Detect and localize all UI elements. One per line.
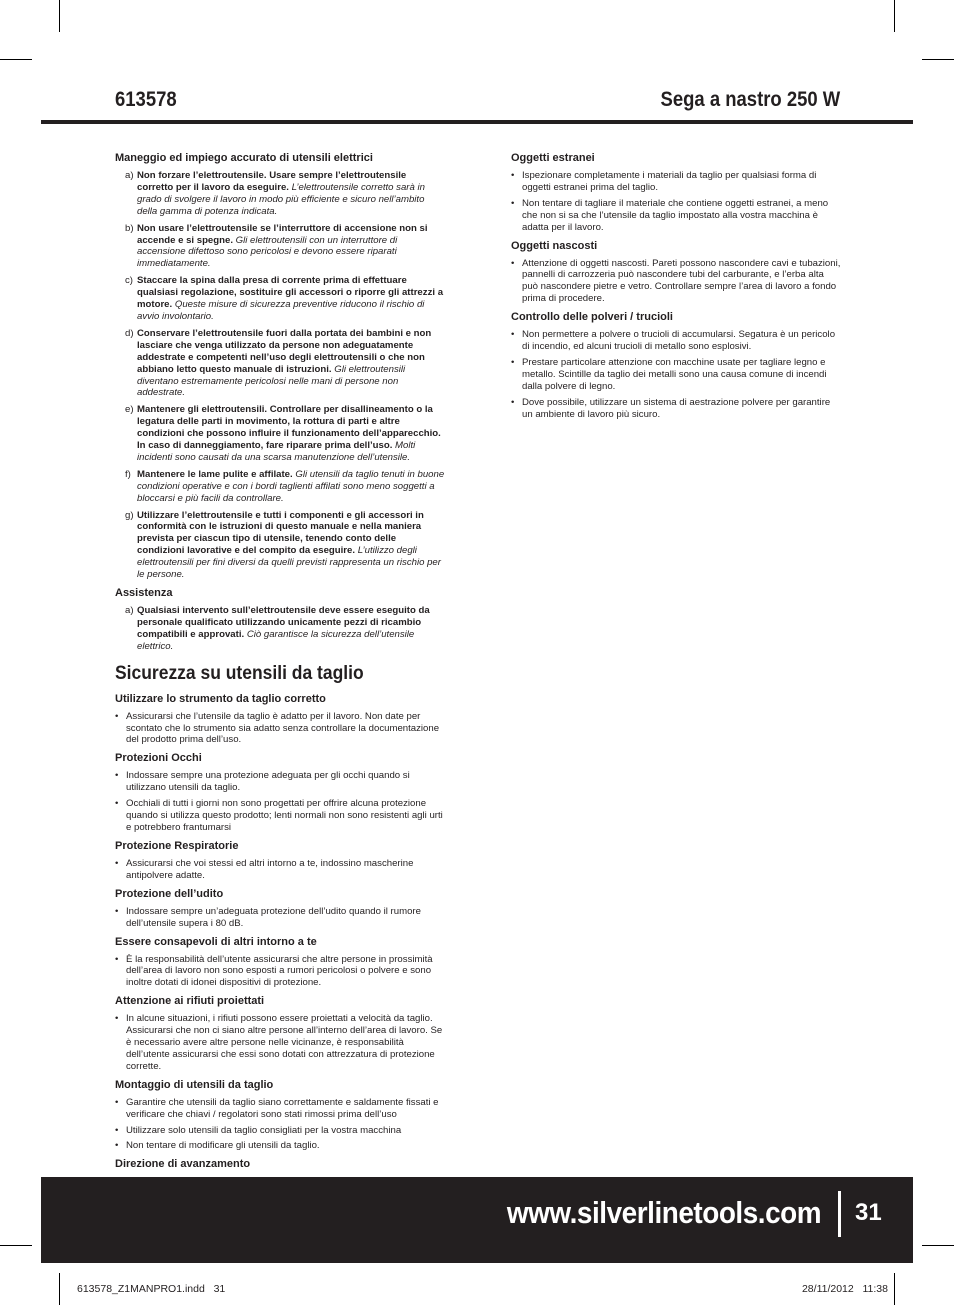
list-item [115, 605, 445, 653]
bullet-item: • Non tentare di tagliare il materiale che contiene oggetti estranei, a meno che non si sa che l’utensile da taglio impostato alla vostra macchina è adatta per il lavoro. [511, 198, 841, 234]
bullet-item: • Assicurarsi che voi stessi ed altri intorno a te, indossino mascherine antipolvere adatte. [115, 858, 445, 882]
subsection-heading: Direzione di avanzamento [115, 1158, 251, 1171]
list-item [115, 510, 445, 581]
list-item [115, 275, 445, 323]
subsection-heading: Montaggio di utensili da taglio [115, 1078, 274, 1091]
item-letter: g) [125, 509, 134, 521]
crop-mark [0, 1245, 32, 1246]
section-heading: Maneggio ed impiego accurato di utensili elettrici [115, 152, 373, 164]
item-bold-text: Staccare la spina dalla presa di corrente prima di effettuare qualsiasi regolazione, sostituire gli accessori o riporre gli attrezzi a motore. [137, 275, 444, 311]
bullet-item: • Attenzione di oggetti nascosti. Pareti possono nascondere cavi e tubazioni, pannelli di carrozzeria può nascondere tubi del carburante, e l’erba alta può nascondere pietre e vetro. Controllare sempre l’area di lavoro a fondo prima di procedere. [511, 258, 841, 306]
bullet-item: • In alcune situazioni, i rifiuti possono essere proiettati a velocità da taglio. Assicurarsi che non ci siano altre persone all’interno dell’area di lavoro. Se è necessario avere altre persone nelle vicinanze, è responsabilità dell’utente assicurarsi che essi sono dotati con attrezzatura di protezione corrette. [115, 1013, 445, 1073]
crop-mark [922, 1245, 954, 1246]
item-letter: c) [125, 275, 133, 287]
item-bold-text: Non usare l’elettroutensile se l’interruttore di accensione non si accende e si spegne. [137, 222, 428, 246]
item-bold-text: Utilizzare l’elettroutensile e tutti i componenti e gli accessori in conformità con le istruzioni di questo manuale e nella maniera prevista per ciascun tipo di utensile, tenendo conto delle condizioni lavorative e del compito da eseguire. [137, 509, 424, 557]
subsection-heading: Oggetti nascosti [511, 239, 598, 252]
bullet-item: • Prestare particolare attenzione con macchine usate per tagliare legno e metallo. Scintille da taglio dei metalli sono una causa comune di incendi dalla polvere di legno. [511, 357, 841, 393]
list-item [115, 223, 445, 271]
bullet-item: • Garantire che utensili da taglio siano correttamente e saldamente fissati e verificare che chiavi / regolatori sono stati rimossi prima dell’uso [115, 1097, 445, 1121]
bullet-item: • Dove possibile, utilizzare un sistema di aestrazione polvere per garantire un ambiente di lavoro più sicuro. [511, 397, 841, 421]
item-bold-text: Conservare l’elettroutensile fuori dalla portata dei bambini e non lasciare che venga utilizzato da persone non adeguatamente addestrate e competenti nell’uso degli elettroutensili o che non abbiano letto questo manuale di istruzioni. [137, 327, 432, 375]
item-bold-text: Mantenere gli elettroutensili. Controllare per disallineamento o la legatura delle parti in movimento, la rottura di parti e altre condizioni che possono influire il funzionamento dell’apparecchio. In caso di danneggiamento, fare riparare prima dell’uso. [137, 404, 441, 452]
item-italic-text: Molti incidenti sono causati da una scarsa manutenzione dell’utensile. [137, 440, 416, 463]
bullet-item: • Occhiali di tutti i giorni non sono progettati per offrire alcuna protezione quando si utilizza questo prodotto; lenti normali non sono resistenti agli urti e potrebbero frantumarsi [115, 798, 445, 834]
footer-band [41, 1177, 913, 1263]
item-letter: b) [125, 222, 134, 234]
right-column [511, 152, 841, 427]
bullet-item: • Indossare sempre un’adeguata protezione dell’udito quando il rumore dell’utensile supera i 80 dB. [115, 906, 445, 930]
website-url[interactable]: www.silverlinetools.com [506, 1195, 821, 1230]
subsection-heading: Controllo delle polveri / trucioli [511, 311, 673, 324]
item-italic-text: Gli utensili da taglio tenuti in buone condizioni operative e con i bordi taglienti affilati sono meno soggetti a bloccarsi e più facili da controllare. [137, 468, 445, 504]
bullet-item: • Ispezionare completamente i materiali da taglio per qualsiasi forma di oggetti estranei prima del taglio. [511, 170, 841, 194]
bullet-item: • Assicurarsi che l’utensile da taglio è adatto per il lavoro. Non date per scontato che lo strumento sia adatto senza controllare la documentazione del prodotto prima dell’uso. [115, 711, 445, 747]
bullet-item: • Utilizzare solo utensili da taglio consigliati per la vostra macchina [115, 1125, 445, 1137]
bullet-list [511, 258, 841, 306]
bullet-item: • Non tentare di modificare gli utensili da taglio. [115, 1140, 445, 1152]
subsection-heading: Utilizzare lo strumento da taglio corretto [115, 692, 326, 705]
subsection-heading: Attenzione ai rifiuti proiettati [115, 995, 265, 1008]
print-slug-file: 613578_Z1MANPRO1.indd 31 [77, 1283, 226, 1295]
item-italic-text: Queste misure di sicurezza preventive riducono il rischio di avvio involontario. [137, 299, 425, 322]
crop-mark [894, 1273, 895, 1305]
subsection-heading: Protezione Respiratorie [115, 839, 239, 852]
list-item [115, 328, 445, 399]
left-column [115, 152, 445, 1266]
section-title: Sicurezza su utensili da taglio [115, 662, 364, 684]
item-bold-text: Qualsiasi intervento sull’elettroutensile deve essere eseguito da personale qualificato utilizzando unicamente pezzi di ricambio compatibili e approvati. [137, 605, 430, 640]
item-letter: e) [125, 404, 134, 416]
item-italic-text: L’elettroutensile corretto sarà in grado di svolgere il lavoro in modo più efficiente e sicuro nell’ambito della gamma di potenza indicata. [137, 181, 425, 217]
page-number: 31 [855, 1199, 882, 1226]
list-item [115, 469, 445, 505]
bullet-list [511, 329, 841, 420]
bullet-list [115, 1013, 445, 1073]
bullet-list [115, 1097, 445, 1153]
bullet-list [511, 170, 841, 234]
print-slug-datetime: 28/11/2012 11:38 [801, 1283, 888, 1295]
bullet-list [115, 906, 445, 930]
item-letter: d) [125, 327, 134, 339]
crop-mark [59, 0, 60, 32]
crop-mark [59, 1273, 60, 1305]
subsection-heading: Protezione dell’udito [115, 887, 224, 900]
lettered-list [115, 605, 445, 653]
bullet-list [115, 770, 445, 834]
list-item [115, 404, 445, 464]
item-letter: f) [125, 468, 131, 480]
item-italic-text: L’utilizzo degli elettroutensili per fini diversi da quelli previsti rappresenta un rischio per le persone. [137, 545, 441, 581]
subsection-heading: Essere consapevoli di altri intorno a te [115, 935, 317, 948]
item-italic-text: Gli elettroutensili con un interruttore di accensione difettoso sono pericolosi e devono essere riparati immediatamente. [137, 234, 398, 270]
item-italic-text: Gli elettroutensili diventano estremamente pericolosi nelle mani di persone non addestrate. [137, 363, 406, 399]
item-bold-text: Non forzare l’elettroutensile. Usare sempre l’elettroutensile corretto per il lavoro da eseguire. [137, 170, 407, 193]
bullet-list [115, 711, 445, 747]
section-heading: Assistenza [115, 587, 173, 599]
list-item [115, 170, 445, 218]
subsection-heading: Protezioni Occhi [115, 752, 202, 765]
header-rule [41, 120, 913, 124]
item-italic-text: Ciò garantisce la sicurezza dell’utensile elettrico. [137, 628, 415, 652]
bullet-list [115, 954, 445, 990]
footer-divider [838, 1191, 841, 1237]
item-bold-text: Mantenere le lame pulite e affilate. [137, 468, 293, 480]
crop-mark [0, 59, 32, 60]
bullet-item: • Indossare sempre una protezione adeguata per gli occhi quando si utilizzano utensili da taglio. [115, 770, 445, 794]
lettered-list [115, 170, 445, 581]
item-letter: a) [125, 605, 134, 616]
item-letter: a) [125, 170, 134, 181]
product-code: 613578 [115, 88, 177, 111]
bullet-item: • È la responsabilità dell’utente assicurarsi che altre persone in prossimità dell’area di lavoro non sono esposti a rumori pericolosi o polvere e sono inoltre dotati di idonei dispositivi di protezione. [115, 954, 445, 990]
subsection-heading: Oggetti estranei [511, 152, 595, 164]
bullet-item: • Non permettere a polvere o trucioli di accumularsi. Segatura è un pericolo di incendio, ed alcuni trucioli di metallo sono esplosivi. [511, 329, 841, 353]
crop-mark [922, 59, 954, 60]
crop-mark [894, 0, 895, 32]
bullet-list [115, 858, 445, 882]
page-title: Sega a nastro 250 W [660, 88, 840, 111]
